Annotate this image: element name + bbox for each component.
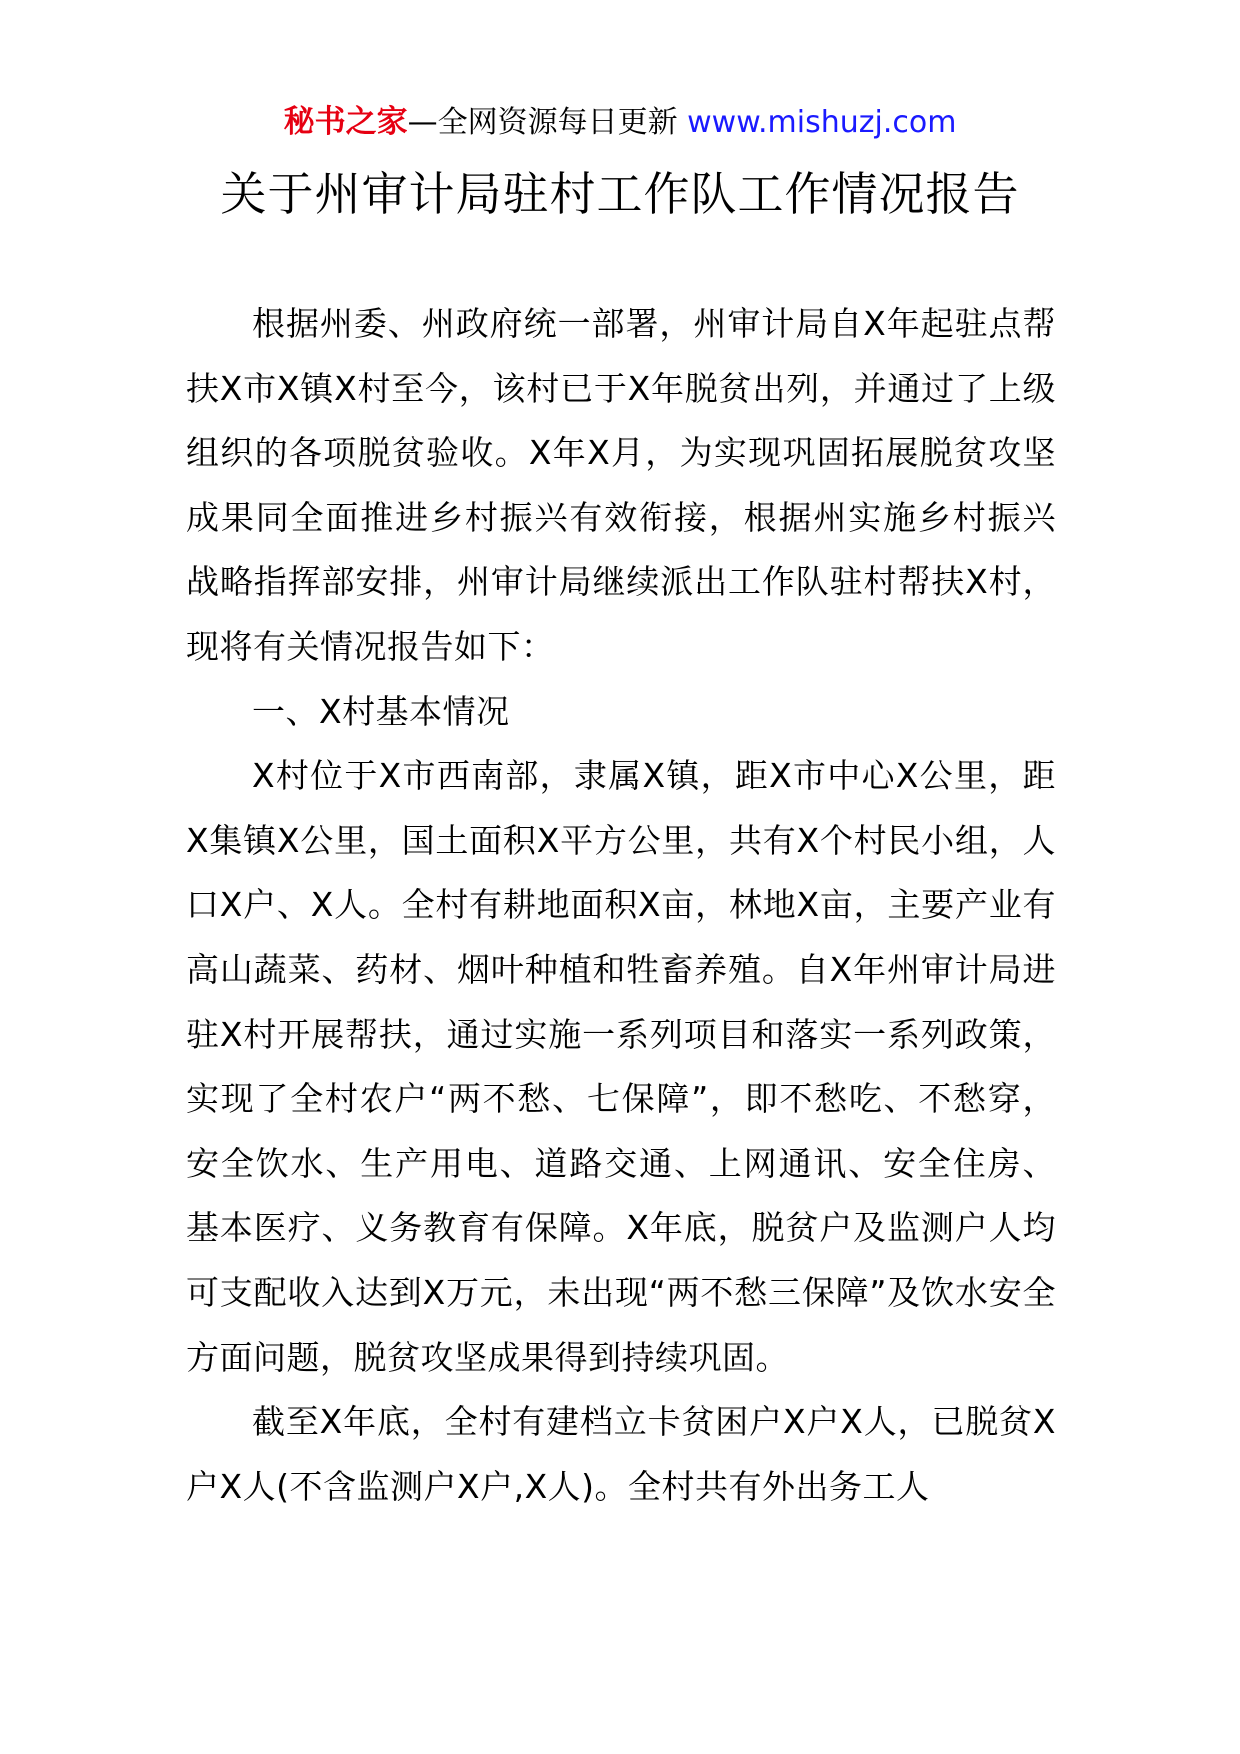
body-paragraph: X村位于X市西南部，隶属X镇，距X市中心X公里，距X集镇X公里，国土面积X平方公里，共有X个村民小组，人口X户、X人。全村有耕地面积X亩，林地X亩，主要产业有高山蔬菜、药材、烟叶种植和牲畜养殖。自X年州审计局进驻X村开展帮扶，通过实施一系列项目和落实一系列政策，实现了全村农户“两不愁、七保障”，即不愁吃、不愁穿，安全饮水、生产用电、道路交通、上网通讯、安全住房、基本医疗、义务教育有保障。X年底，脱贫户及监测户人均可支配收入达到X万元，未出现“两不愁三保障”及饮水安全方面问题，脱贫攻坚成果得到持续巩固。	[186, 756, 1056, 1377]
section-heading: 一、X村基本情况	[252, 691, 510, 731]
body-paragraph: 截至X年底，全村有建档立卡贫困户X户X人，已脱贫X户X人(不含监测户X户,X人)。全村共有外出务工人	[186, 1402, 1056, 1506]
document-body	[186, 292, 1056, 1519]
site-url-link[interactable]: www.mishuzj.com	[687, 105, 957, 140]
header-slogan: —全网资源每日更新	[407, 105, 678, 140]
site-header	[0, 100, 1240, 145]
intro-paragraph: 根据州委、州政府统一部署，州审计局自X年起驻点帮扶X市X镇X村至今，该村已于X年脱贫出列，并通过了上级组织的各项脱贫验收。X年X月，为实现巩固拓展脱贫攻坚成果同全面推进乡村振兴有效衔接，根据州实施乡村振兴战略指挥部安排，州审计局继续派出工作队驻村帮扶X村，现将有关情况报告如下：	[186, 304, 1056, 666]
brand-name: 秘书之家	[283, 104, 408, 140]
document-title: 关于州审计局驻村工作队工作情况报告	[220, 167, 1020, 221]
